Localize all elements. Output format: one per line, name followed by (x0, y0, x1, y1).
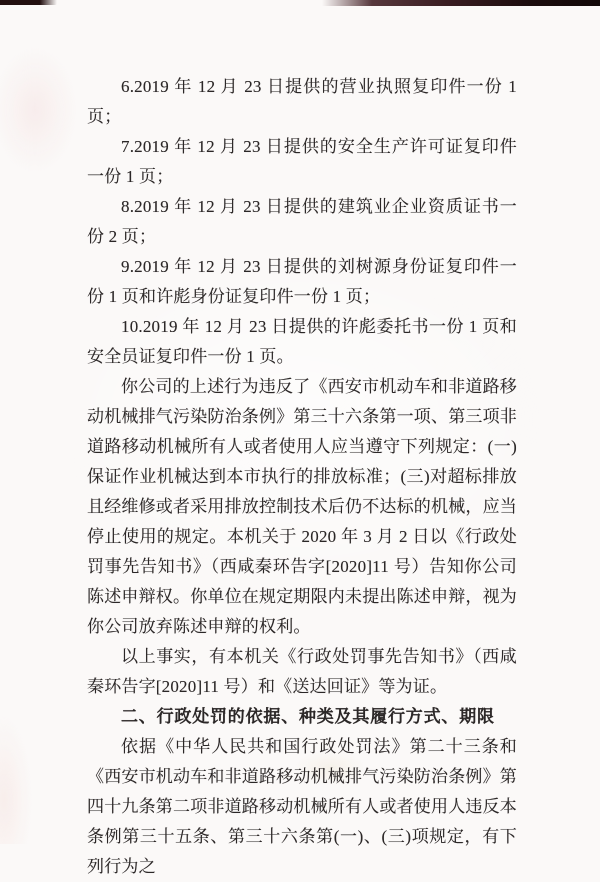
evidence-item-8: 8.2019 年 12 月 23 日提供的建筑业企业资质证书一份 2 页； (87, 197, 517, 246)
scan-artifact-top-left (0, 0, 57, 5)
scan-artifact-top-right (322, 0, 600, 6)
document-text-block (87, 72, 517, 882)
evidence-item-9: 9.2019 年 12 月 23 日提供的刘树源身份证复印件一份 1 页和许彪身份证复印件一份 1 页； (87, 257, 517, 306)
evidence-item-10: 10.2019 年 12 月 23 日提供的许彪委托书一份 1 页和安全员证复印件一份 1 页。 (87, 317, 517, 366)
legal-basis-paragraph: 依据《中华人民共和国行政处罚法》第二十三条和《西安市机动车和非道路移动机械排气污染防治条例》第四十九条第二项非道路移动机械所有人或者使用人违反本条例第三十五条、第三十六条第(一)、(三)项规定，有下列行为之 (87, 737, 517, 876)
violation-statement-paragraph: 你公司的上述行为违反了《西安市机动车和非道路移动机械排气污染防治条例》第三十六条第一项、第三项非道路移动机械所有人或者使用人应当遵守下列规定：(一)保证作业机械达到本市执行的排放标准；(三)对超标排放且经维修或者采用排放控制技术后仍不达标的机械，应当停止使用的规定。本机关于 2020 年 3 月 2 日以《行政处罚事先告知书》（西咸秦环告字[2020]11 号）告知你公司陈述申辩权。你单位在规定期限内未提出陈述申辩，视为你公司放弃陈述申辩的权利。 (87, 377, 517, 636)
evidence-conclusion-paragraph: 以上事实，有本机关《行政处罚事先告知书》（西咸秦环告字[2020]11 号）和《送达回证》等为证。 (87, 647, 517, 696)
section-heading-penalty-basis: 二、行政处罚的依据、种类及其履行方式、期限 (121, 707, 495, 726)
evidence-item-6: 6.2019 年 12 月 23 日提供的营业执照复印件一份 1 页； (87, 77, 517, 126)
evidence-item-7: 7.2019 年 12 月 23 日提供的安全生产许可证复印件一份 1 页； (87, 137, 517, 186)
